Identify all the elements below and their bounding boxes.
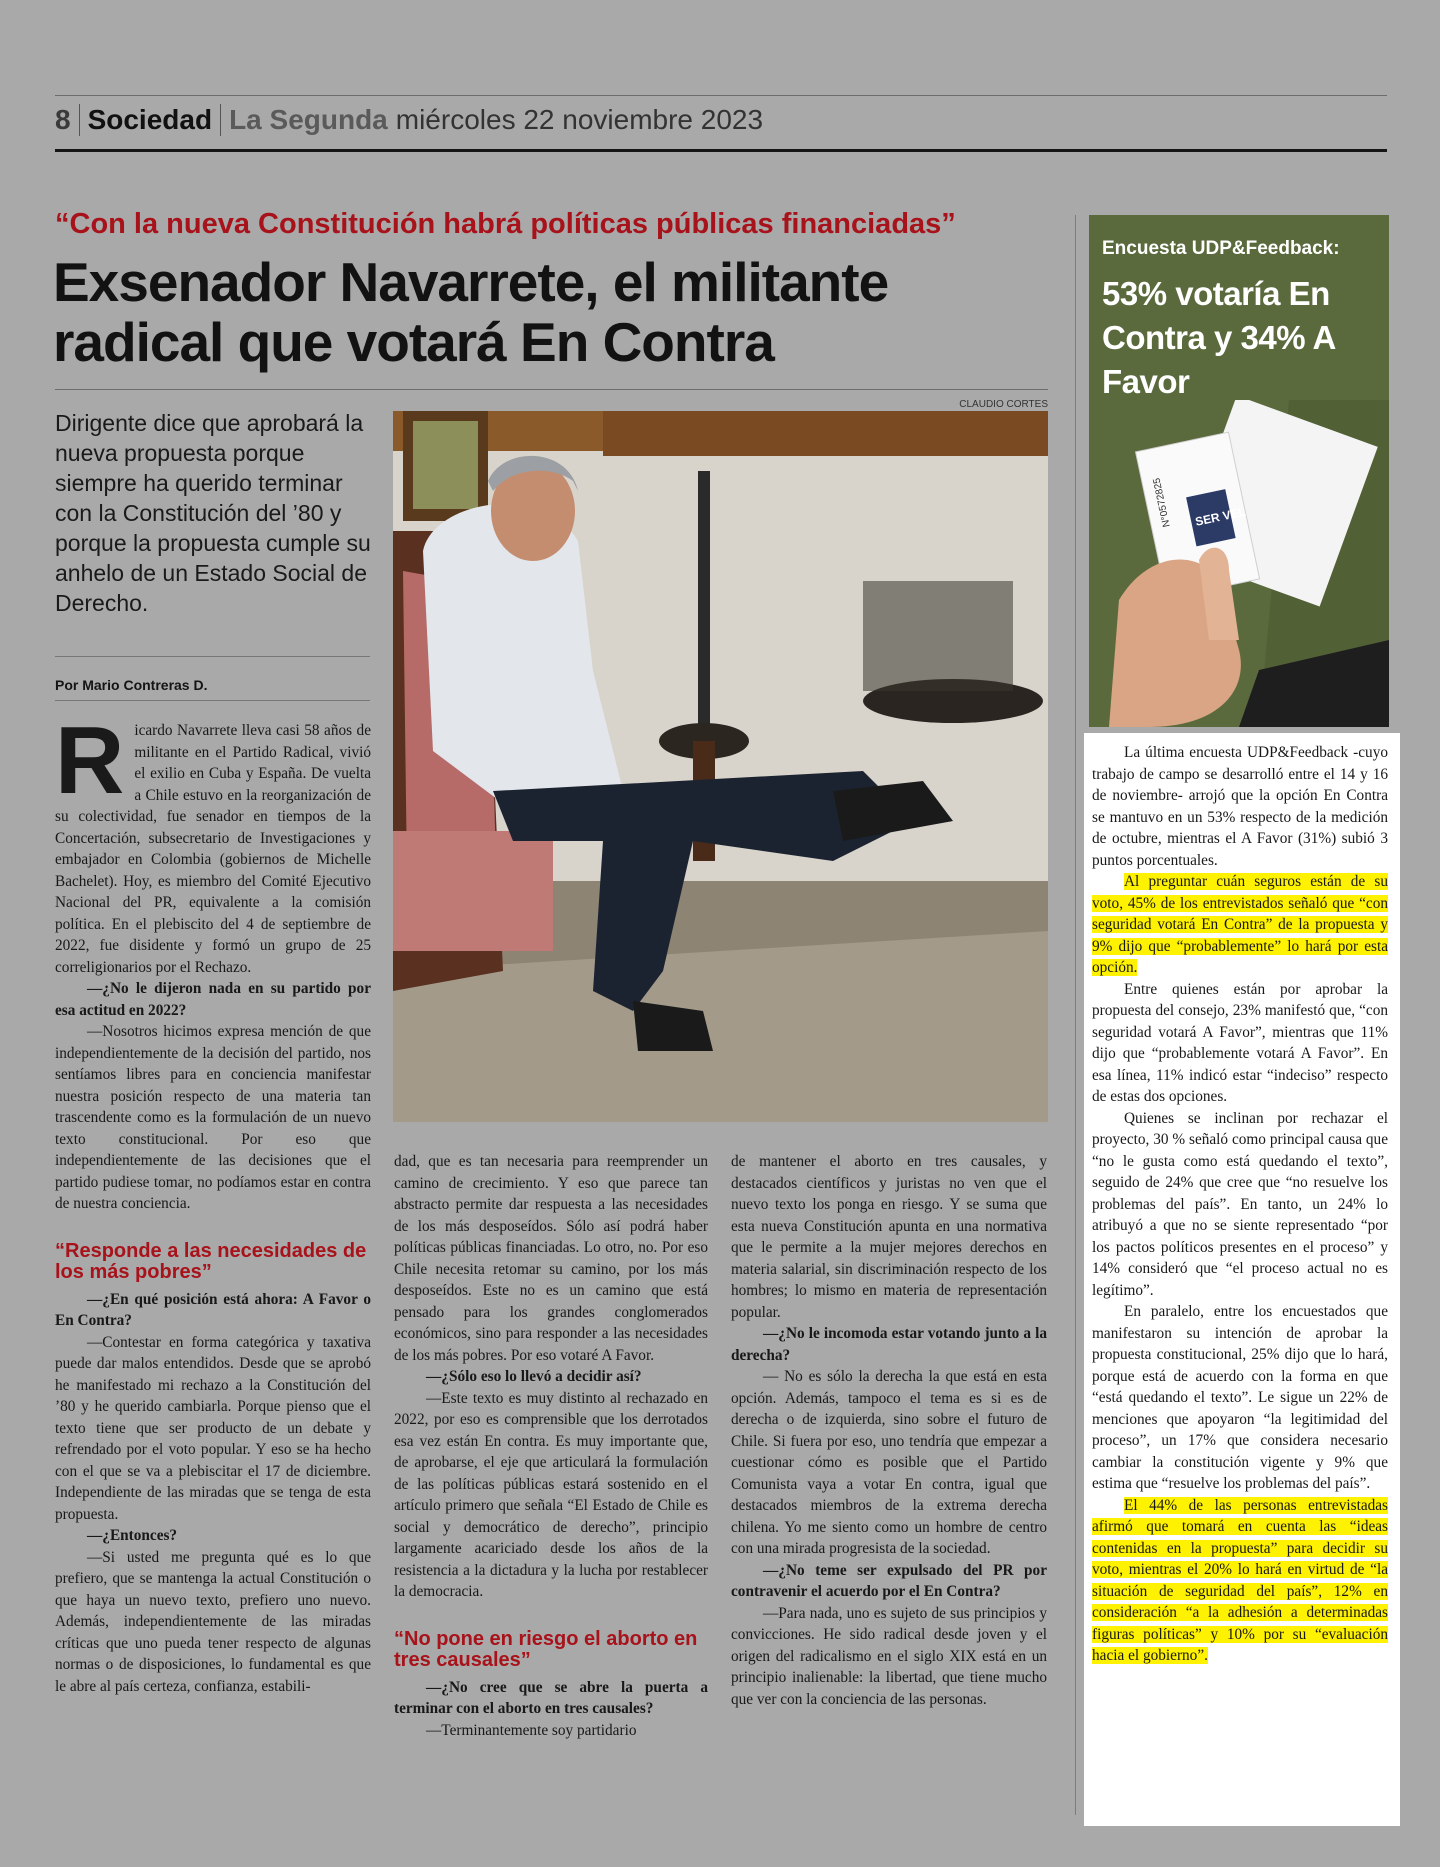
ballot-logo: SER VEL xyxy=(1193,504,1248,529)
sidebar-paragraph: En paralelo, entre los encuestados que manifestaron su intención de aprobar la propuesta constitucional, 25% dijo que lo hará, porque está de acuerdo con la forma en que “está quedando el texto”. Le sigue un 22% de menciones que apoyaron “la legitimidad del proceso”, un 17% que considera necesario cambiar la constitución vigente y 9% que estima que “resuelve los problemas del país”. xyxy=(1092,1303,1388,1492)
deck-rule xyxy=(55,656,370,657)
headline-line-2: radical que votará En Contra xyxy=(53,311,774,373)
section-name: Sociedad xyxy=(80,104,221,136)
ballot-code: N°0572825 xyxy=(1151,476,1173,529)
interview-question: —¿No cree que se abre la puerta a terminar con el aborto en tres causales? xyxy=(394,1678,708,1717)
interview-answer: — No es sólo la derecha la que está en esta opción. Además, tampoco el tema es si es de derecha o de izquierda, sino sobre el futuro de Chile. Si fuera por eso, uno tendría que empezar a cuestionar cómo es posible que el Partido Comunista vaya a votar En contra, igual que destacados miembros de la extrema derecha chilena. Yo me siento como un hombre de centro con una mirada progresista de la sociedad. xyxy=(731,1368,1047,1557)
photo-credit: CLAUDIO CORTES xyxy=(959,399,1048,410)
interview-answer: —Nosotros hicimos expresa mención de que independientemente de la decisión del partido, nos sentíamos libres para en conciencia manifestar nuestra posición respecto de una materia tan trascendente como es la formulación de un nuevo texto constitucional. Por eso que independientemente de las decisiones que el partido pudiese tomar, no podíamos estar en contra de nuestra conciencia. xyxy=(55,1023,371,1212)
article-byline: Por Mario Contreras D. xyxy=(55,677,208,693)
highlighted-paragraph: Al preguntar cuán seguros están de su voto, 45% de los entrevistados señaló que “con seguridad votará En Contra” de la propuesta y 9% dijo que “probablemente” lo hará por esta opción. xyxy=(1092,873,1388,976)
header-top-rule xyxy=(55,95,1387,96)
highlighted-paragraph: El 44% de las personas entrevistadas afirmó que tomará en cuenta las “ideas contenidas en la propuesta” para decidir su voto, mientras el 20% lo hará en virtud de “la situación de seguridad del país”, 12% en consideración “a la adhesión a determinadas figuras políticas” y 10% por su “evaluación hacia el gobierno”. xyxy=(1092,1496,1388,1664)
sidebar-paragraph: La última encuesta UDP&Feedback -cuyo trabajo de campo se desarrolló entre el 14 y 16 de noviembre- arrojó que la opción En Contra se mantuvo en un 53% respecto de la medición de octubre, mientras el A Favor (31%) subió 3 puntos porcentuales. xyxy=(1092,744,1388,869)
article-column-3 xyxy=(731,1151,1047,1710)
article-kicker: “Con la nueva Constitución habrá políticas públicas financiadas” xyxy=(55,208,956,240)
newspaper-name: La Segunda xyxy=(229,104,388,135)
sidebar-ballot-photo xyxy=(1089,400,1389,727)
sidebar-column xyxy=(1092,742,1388,1667)
dropcap: R xyxy=(55,707,125,814)
interview-answer-continued: dad, que es tan necesaria para reemprender un camino de crecimiento. Y eso que parece tan abstracto permite dar respuesta a las necesidades de los más desposeídos. Sólo así podrá haber políticas públicas financiadas. Lo otro, no. Por eso Chile necesita retomar su camino, por los más desposeídos. Este no es un camino que está pensado para los grandes conglomerados económicos, sino para responder a las necesidades de los más pobres. Por eso votaré A Favor. xyxy=(394,1153,708,1364)
interview-answer: —Si usted me pregunta qué es lo que prefiero, que se mantenga la actual Constitución o que haya un nuevo texto, prefiero uno nuevo. Además, independientemente de las miradas críticas que uno pueda tener respecto de algunas normas o de disposiciones, lo fundamental es que le abre al país certeza, confianza, estabili- xyxy=(55,1548,371,1695)
interview-answer: —Para nada, uno es sujeto de sus principios y convicciones. He sido radical desde joven y el origen del radicalismo en el siglo XIX está en un principio inalienable: la libertad, que tiene mucho que ver con la conciencia de las personas. xyxy=(731,1604,1047,1708)
issue-date: miércoles 22 noviembre 2023 xyxy=(395,104,764,135)
interview-question: —¿En qué posición está ahora: A Favor o En Contra? xyxy=(55,1290,371,1329)
interview-answer: —Terminantemente soy partidario xyxy=(426,1721,637,1739)
page-header xyxy=(55,100,763,140)
article-paragraph: icardo Navarrete lleva casi 58 años de militante en el Partido Radical, vivió el exilio en Cuba y España. De vuelta a Chile estuvo en la reorganización de su colectividad, fue senador en tiempos de la Concertación, subsecretario de Investigaciones y embajador en Colombia (gobiernos de Michelle Bachelet). Hoy, es miembro del Comité Ejecutivo Nacional del PR, equivalente a la comisión política. En el plebiscito del 4 de septiembre de 2022, fue disidente y formó un grupo de 25 correligionarios por el Rechazo. xyxy=(55,722,371,976)
sidebar-paragraph: Entre quienes están por aprobar la propuesta del consejo, 23% manifestó que, “con seguridad votará A Favor”, mientras que 11% dijo que “probablemente votará A Favor”. En esa línea, 11% indicó estar “indeciso” respecto de estas dos opciones. xyxy=(1092,980,1388,1105)
article-subheading: “Responde a las necesidades de los más pobres” xyxy=(55,1239,367,1283)
sidebar-paragraph: Quienes se inclinan por rechazar el proyecto, 30 % señaló como principal causa que “no le gusta como está quedando el texto”, seguido de 24% que cree que “no resuelve los problemas del país”. En tanto, un 24% lo atribuyó a que no se siente representado “por los pactos políticos presentes en el proceso” y 14% consideró que “el proceso actual no es legítimo”. xyxy=(1092,1109,1388,1299)
sidebar-label: Encuesta UDP&Feedback: xyxy=(1102,238,1340,259)
article-column-1 xyxy=(55,707,371,1697)
article-deck: Dirigente dice que aprobará la nueva propuesta porque siempre ha querido terminar con la Constitución del ’80 y porque la propuesta cumple su anhelo de un Estado Social de Derecho. xyxy=(55,410,371,616)
interview-question: —¿No teme ser expulsado del PR por contravenir el acuerdo por el En Contra? xyxy=(731,1561,1047,1600)
interview-question: —¿Entonces? xyxy=(87,1527,178,1544)
interview-question: —¿No le incomoda estar votando junto a la derecha? xyxy=(731,1325,1047,1364)
sidebar-title: 53% votaría En Contra y 34% A Favor xyxy=(1102,275,1335,400)
article-subheading: “No pone en riesgo el aborto en tres causales” xyxy=(394,1627,698,1671)
interview-question: —¿Sólo eso lo llevó a decidir así? xyxy=(426,1368,642,1385)
sidebar-divider xyxy=(1075,215,1076,1815)
portrait-illustration xyxy=(393,411,1048,1122)
page-number: 8 xyxy=(55,104,80,136)
headline-rule xyxy=(55,389,1048,390)
interview-answer: —Este texto es muy distinto al rechazado en 2022, por eso es comprensible que los derrotados esa vez están En contra. Es muy importante que, de aprobarse, el eje que articulará la formulación de las políticas públicas estará sostenido en el artículo primero que señala “El Estado de Chile es social y democrático de derecho”, principio largamente acariciado desde los años de la resistencia a la dictadura y la lucha por restablecer la democracia. xyxy=(394,1389,708,1600)
ballot-illustration xyxy=(1089,400,1389,727)
byline-rule xyxy=(55,700,370,701)
interview-answer-continued: de mantener el aborto en tres causales, y destacados científicos y juristas no ven que el nuevo texto los ponga en riesgo. Y se suma que esta nueva Constitución apunta en una normativa que le permite a la mujer mejores derechos en materia salarial, sin discriminación respecto de los hombres; lo mismo en materia de representación popular. xyxy=(731,1153,1047,1321)
interview-question: —¿No le dijeron nada en su partido por esa actitud en 2022? xyxy=(55,980,371,1019)
article-column-2 xyxy=(394,1151,708,1741)
interview-answer: —Contestar en forma categórica y taxativa puede dar malos entendidos. Desde que se aprobó he manifestado mi rechazo a la Constitución del ’80 y he querido cambiarla. Porque pienso que el texto tiene que ser producto de un debate y refrendado por el voto popular. Y eso se ha hecho con el que se va a plebiscitar el 17 de diciembre. Independiente de las miradas que se tenga de esta propuesta. xyxy=(55,1333,371,1523)
header-bottom-rule xyxy=(55,149,1387,152)
article-headline xyxy=(53,252,1053,372)
headline-line-1: Exsenador Navarrete, el militante xyxy=(53,251,889,313)
article-photo xyxy=(393,411,1048,1122)
